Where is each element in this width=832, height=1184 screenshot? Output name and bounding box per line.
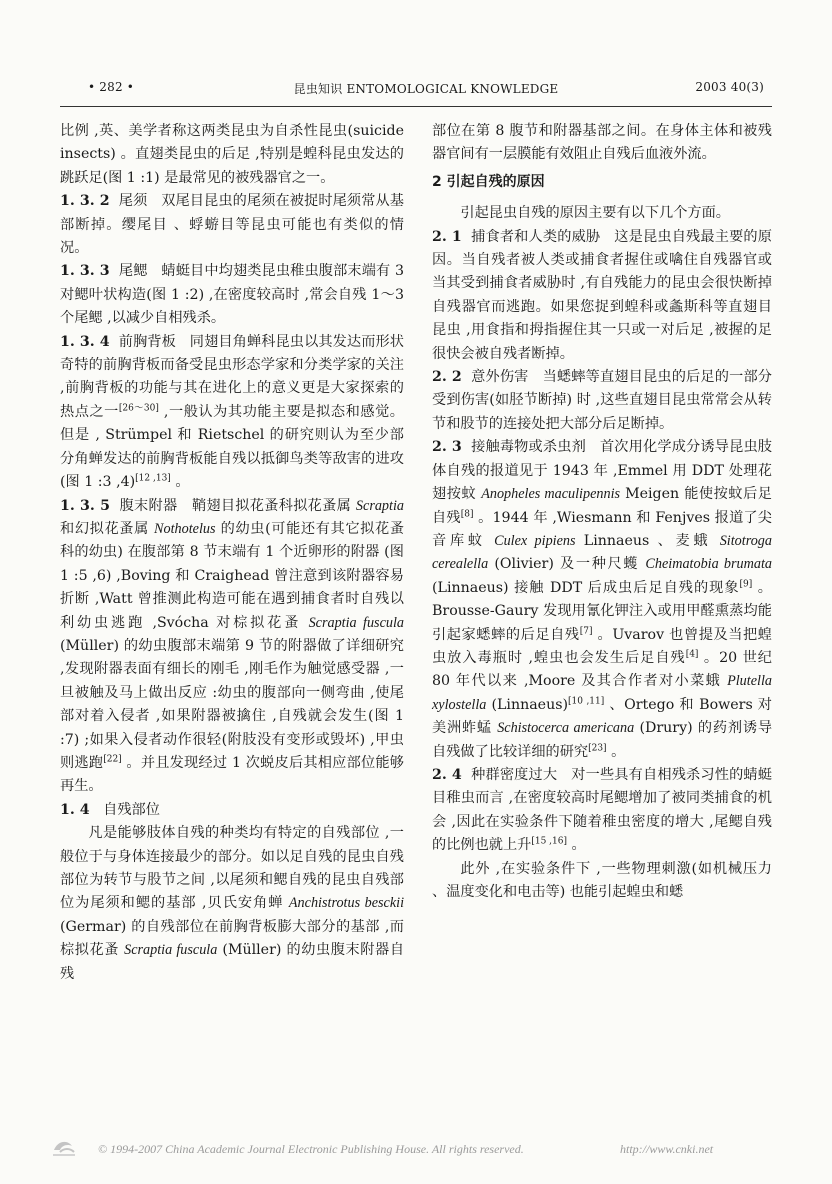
section-text: (Drury) 的药剂诱导自残做了比较详细的研究 (432, 720, 773, 760)
section-title: 腹末附器 (119, 497, 178, 514)
paragraph-continued: 比例 ,英、美学者称这两类昆虫为自杀性昆虫(suicide insects) 。直翅类昆虫的后足 ,特别是蝗科昆虫发达的跳跃足(图 1 :1) 是最常见的被残器官之一。 (60, 123, 404, 186)
paragraph-final: 此外 ,在实验条件下 ,一些物理刺激(如机械压力 、温度变化和电击等) 也能引起蝗虫和蟋 (432, 860, 772, 900)
section-2-heading: 2 引起自残的原因 (432, 173, 545, 190)
species-name: Scraptia (355, 497, 404, 514)
section-number: 1. 4 (60, 801, 90, 818)
section-text: 、Ortego 和 Bowers 对美洲蚱蜢 (432, 696, 772, 737)
section-text: 。 (606, 743, 626, 760)
section-2-4 (432, 764, 772, 858)
section-text: 和幻拟花蚤属 (60, 520, 155, 537)
citation: [12 ,13] (135, 473, 171, 484)
citation: [22] (103, 754, 122, 765)
section-text: Meigen 能使按蚊后足自残 (432, 486, 772, 526)
section-2-1 (432, 226, 772, 366)
section-text: 凡是能够肢体自残的种类均有特定的自残部位 ,一般位于与身体连接最少的部分。如以足自残的昆虫自残部位为转节与股节之间 ,以尾须和鳃自残的昆虫自残部位为尾须和鳃的基部 ,贝氏安角蝉 (60, 825, 404, 912)
citation: [23] (588, 742, 607, 753)
section-text: Linnaeus 、麦蛾 (575, 532, 720, 549)
running-header (88, 80, 764, 102)
section-text: 首次用化学成分诱导昆虫肢体自残的报道见于 1943 年 ,Emmel 用 DDT 处理花翅按蚊 (432, 439, 772, 503)
section-number: 2. 1 (432, 228, 462, 245)
section-number: 1. 3. 3 (60, 263, 110, 280)
left-column (60, 120, 404, 986)
species-name: Cheimatobia brumata (645, 556, 772, 573)
section-text: 蜻蜓目中均翅类昆虫稚虫腹部末端有 3 对鳃叶状构造(图 1 :2) ,在密度较高时 ,常会自残 1～3 个尾鳃 ,以减少自相残杀。 (60, 263, 404, 327)
species-name: Nothotelus (154, 520, 216, 537)
issue-info: 2003 40(3) (695, 80, 764, 94)
section-text: 同翅目角蝉科昆虫以其发达而形状奇特的前胸背板而备受昆虫形态学家和分类学家的关注 ,前胸背板的功能与其在进化上的意义更是大家探索的热点之一 (60, 333, 404, 420)
page-footer (48, 1142, 788, 1162)
section-text: 。 (566, 837, 586, 854)
paragraph-continued: 部位在第 8 腹节和附器基部之间。在身体主体和被残器官间有一层膜能有效阻止自残后血液外流。 (432, 123, 772, 163)
species-name: Scraptia fuscula (124, 942, 218, 959)
citation: [7] (579, 625, 593, 636)
species-name: Anchistrotus besckii (288, 895, 405, 912)
copyright-notice: © 1994-2007 China Academic Journal Electronic Publishing House. All rights reserved. (98, 1142, 524, 1156)
species-name: Anopheles maculipennis (481, 486, 621, 503)
section-number: 2. 2 (432, 369, 462, 386)
section-title: 接触毒物或杀虫剂 (471, 439, 586, 456)
species-name: Schistocerca americana (497, 720, 635, 737)
citation: [10 ,11] (568, 696, 605, 707)
section-text: 。1944 年 ,Wiesmann 和 Fenjves 报道了尖音库蚊 (432, 509, 772, 549)
citation: [4] (685, 649, 699, 660)
section-text: 。 (170, 474, 190, 491)
section-text: 。并且发现经过 1 次蜕皮后其相应部位能够再生。 (60, 754, 404, 795)
section-text: (Germar) 的自残部位在前胸背板膨大部分的基部 ,而棕拟花蚤 (60, 918, 404, 959)
section-number: 1. 3. 2 (60, 193, 110, 210)
section-1-3-5 (60, 495, 404, 799)
citation: [26～30] (118, 403, 159, 414)
header-rule (60, 106, 772, 107)
species-name: Scraptia fuscula (308, 614, 405, 631)
section-2-3 (432, 436, 772, 764)
section-text: 双尾目昆虫的尾须在被捉时尾须常从基部断掉。缨尾目 、蜉蝣目等昆虫可能也有类似的情况。 (60, 193, 404, 257)
page-number: • 282 • (88, 80, 135, 94)
section-text: 这是昆虫自残最主要的原因。当自残者被人类或捕食者握住或噙住自残器官或当其受到捕食者威胁时 ,有自残能力的昆虫会很快断掉自残器官而逃跑。如果您捉到蝗科或螽斯科等直翅目昆虫 ,用食指和拇指握住其一只或一对后足 ,被握的足很快会被自残者断掉。 (432, 228, 772, 362)
section-2-2 (432, 366, 772, 436)
section-text: 。Brousse-Gaury 发现用氰化钾注入或用甲醛熏蒸均能引起家蟋蟀的后足自残 (432, 579, 772, 643)
section-text: ,一般认为其功能主要是拟态和感觉。但是 , Strümpel 和 Rietschel 的研究则认为至少部分角蝉发达的前胸背板能自残以抵御鸟类等敌害的进攻(图 1 :3 ,4) (60, 403, 404, 491)
section-1-4-heading (60, 799, 404, 822)
species-name: Sitotroga cerealella (432, 532, 772, 573)
section-text: 。Uvarov 也曾提及当把蝗虫放入毒瓶时 ,蝗虫也会发生后足自残 (432, 626, 772, 666)
section-text: (Linnaeus) (486, 696, 569, 713)
citation: [15 ,16] (531, 836, 567, 847)
section-1-3-4 (60, 331, 404, 495)
section-text: 当蟋蟀等直翅目昆虫的后足的一部分受到伤害(如胫节断掉) 时 ,这些直翅目昆虫常常会从转节和股节的连接处把大部分后足断掉。 (432, 369, 772, 432)
publisher-url[interactable]: http://www.cnki.net (620, 1142, 714, 1156)
section-text: 。20 世纪 80 年代以来 ,Moore 及其合作者对小菜蛾 (432, 649, 772, 690)
section-text: (Müller) 的幼虫腹末附器自残 (60, 942, 405, 982)
section-title: 尾鳃 (118, 263, 148, 280)
section-number: 1. 3. 4 (60, 333, 110, 350)
section-title: 自残部位 (103, 801, 160, 818)
section-text: 对一些具有自相残杀习性的蜻蜓目稚虫而言 ,在密度较高时尾鳃增加了被同类捕食的机会 ,因此在实验条件下随着稚虫密度的增大 ,尾鳃自残的比例也就上升 (432, 766, 772, 854)
citation: [9] (739, 578, 753, 589)
section-text: (Müller) 的幼虫腹部末端第 9 节的附器做了详细研究 ,发现附器表面有细长的刚毛 ,刚毛作为触觉感受器 ,一旦被触及马上做出反应 :幼虫的腹部向一侧弯曲 ,使尾部对着入侵者 ,如果附器被擒住 ,自残就会发生(图 1 :7) ;如果入侵者动作很轻(附肢没有变形或毁坏) ,甲虫则逃跑 (60, 637, 404, 771)
section-title: 尾须 (118, 193, 148, 210)
cnki-logo-icon (50, 1138, 80, 1158)
right-column (432, 120, 772, 904)
species-name: Culex pipiens (494, 532, 576, 549)
section-1-4-body (60, 822, 404, 986)
section-title: 意外伤害 (471, 369, 529, 386)
journal-title: 昆虫知识 ENTOMOLOGICAL KNOWLEDGE (293, 82, 559, 96)
section-title: 捕食者和人类的威胁 (471, 228, 601, 245)
species-name: Plutella xylostella (432, 673, 772, 713)
section-text: (Linnaeus) 接触 DDT 后成虫后足自残的现象 (432, 579, 740, 596)
section-text: (Olivier) 及一种尺蠖 (488, 556, 646, 573)
section-2-intro: 引起昆虫自残的原因主要有以下几个方面。 (460, 205, 730, 222)
section-title: 前胸背板 (118, 333, 176, 350)
section-number: 2. 4 (432, 766, 462, 783)
section-1-3-2 (60, 190, 404, 260)
section-title: 种群密度过大 (471, 766, 558, 783)
section-text: 鞘翅目拟花蚤科拟花蚤属 (191, 497, 356, 514)
section-number: 2. 3 (432, 439, 462, 456)
section-1-3-3 (60, 260, 404, 330)
citation: [8] (460, 508, 474, 519)
section-text: 的幼虫(可能还有其它拟花蚤科的幼虫) 在腹部第 8 节末端有 1 个近卵形的附器 (图 1 :5 ,6) ,Boving 和 Craighead 曾注意到该附器容易折断 ,Watt 曾推测此构造可能在遇到捕食者时自残以利幼虫逃跑 ,Svócha 对棕拟花蚤 (60, 520, 405, 631)
section-number: 1. 3. 5 (60, 497, 110, 514)
